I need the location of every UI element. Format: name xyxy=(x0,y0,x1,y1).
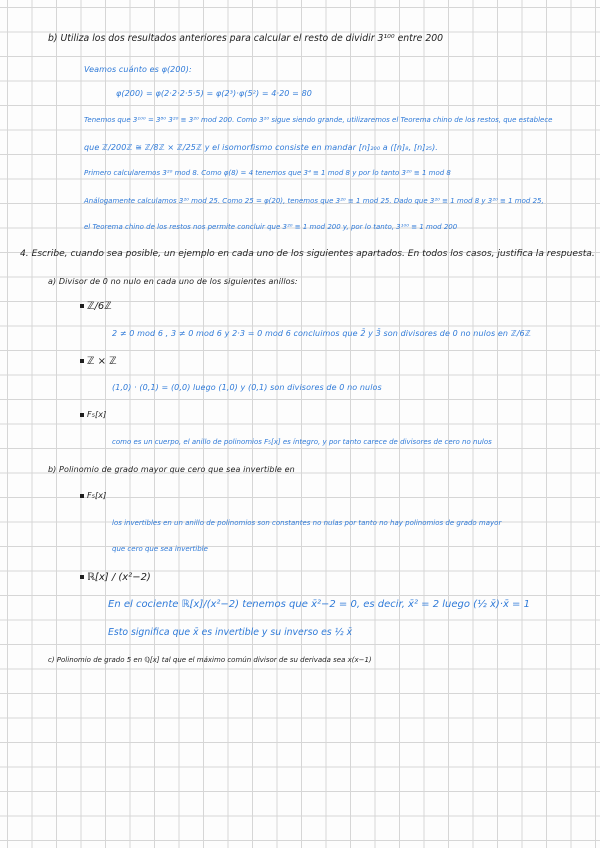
f5x-invertible-answer-1: los invertibles en un anillo de polinomios son constantes no nulas por tanto no hay polinomios de grado mayor xyxy=(112,519,502,527)
ring-z6z-label: ℤ/6ℤ xyxy=(87,301,112,312)
ring-zxz-label: ℤ × ℤ xyxy=(87,356,117,367)
bullet-icon xyxy=(80,413,84,417)
bullet-icon xyxy=(80,494,84,498)
f5x-invertible-answer-2: que cero que sea invertible xyxy=(112,545,208,553)
mod-25-line: Análogamente calculamos 3²⁰ mod 25. Como 25 = φ(20), tenemos que 3²⁰ ≡ 1 mod 25. Dado que 3²⁰ ≡ 1 mod 8 y 3²⁰ ≡ 1 mod 25, xyxy=(84,197,544,205)
ring-f5x-invertible-label: F₅[x] xyxy=(87,491,107,500)
z6z-answer: 2 ≠ 0 mod 6 , 3 ≠ 0 mod 6 y 2·3 = 0 mod 6 concluimos que 2̄ y 3̄ son divisores de 0 no nulos en ℤ/6ℤ xyxy=(112,329,531,338)
ring-zxz-item xyxy=(80,357,117,367)
ring-quotient-label: ℝ[x] / (x²−2) xyxy=(87,572,151,583)
ring-f5x-label: F₅[x] xyxy=(87,410,107,419)
bullet-icon xyxy=(80,575,84,579)
crt-isomorphism: que ℤ/200ℤ ≅ ℤ/8ℤ × ℤ/25ℤ y el isomorfismo consiste en mandar [n]₂₀₀ a ([n]₈, [n]₂₅). xyxy=(84,143,438,152)
quotient-answer-1: En el cociente ℝ[x]/(x²−2) tenemos que x̄²−2 = 0, es decir, x̄² = 2 luego (½ x̄)·x̄ = 1 xyxy=(108,599,530,610)
bullet-icon xyxy=(80,304,84,308)
mod-8-line: Primero calcularemos 3²⁰ mod 8. Como φ(8) = 4 tenemos que 3⁴ ≡ 1 mod 8 y por lo tanto 3²⁰ ≡ 1 mod 8 xyxy=(84,169,451,177)
ring-f5x-item xyxy=(80,411,106,419)
question-4c-heading: c) Polinomio de grado 5 en ℚ[x] tal que el máximo común divisor de su derivada sea x(x−1) xyxy=(48,656,372,664)
bullet-icon xyxy=(80,359,84,363)
question-4-heading: 4. Escribe, cuando sea posible, un ejemplo en cada uno de los siguientes apartados. En todos los casos, justifica la respuesta. xyxy=(20,249,595,259)
phi-intro: Veamos cuánto es φ(200): xyxy=(84,65,192,74)
quotient-answer-2: Esto significa que x̄ es invertible y su inverso es ½ x̄ xyxy=(108,627,353,638)
zxz-answer: (1,0) · (0,1) = (0,0) luego (1,0) y (0,1) son divisores de 0 no nulos xyxy=(112,383,382,392)
ring-z6z-item xyxy=(80,302,112,312)
ring-f5x-invertible-item xyxy=(80,492,106,500)
question-4a-heading: a) Divisor de 0 no nulo en cada uno de los siguientes anillos: xyxy=(48,277,298,286)
f5x-answer: como es un cuerpo, el anillo de polinomios F₅[x] es íntegro, y por tanto carece de divisores de cero no nulos xyxy=(112,438,492,446)
reduction-line: Tenemos que 3¹⁰⁰ = 3⁸⁰ 3²⁰ ≡ 3²⁰ mod 200. Como 3²⁰ sigue siendo grande, utilizaremos el Teorema chino de los restos, que establece xyxy=(84,116,553,124)
ring-quotient-item xyxy=(80,573,151,583)
question-4b-heading: b) Polinomio de grado mayor que cero que sea invertible en xyxy=(48,465,295,474)
phi-calculation: φ(200) = φ(2·2·2·5·5) = φ(2³)·φ(5²) = 4·20 = 80 xyxy=(116,89,312,98)
conclusion-line: el Teorema chino de los restos nos permite concluir que 3²⁰ ≡ 1 mod 200 y, por lo tanto, 3¹⁰⁰ ≡ 1 mod 200 xyxy=(84,223,458,231)
question-b-heading: b) Utiliza los dos resultados anteriores para calcular el resto de dividir 3¹⁰⁰ entre 200 xyxy=(48,33,444,44)
